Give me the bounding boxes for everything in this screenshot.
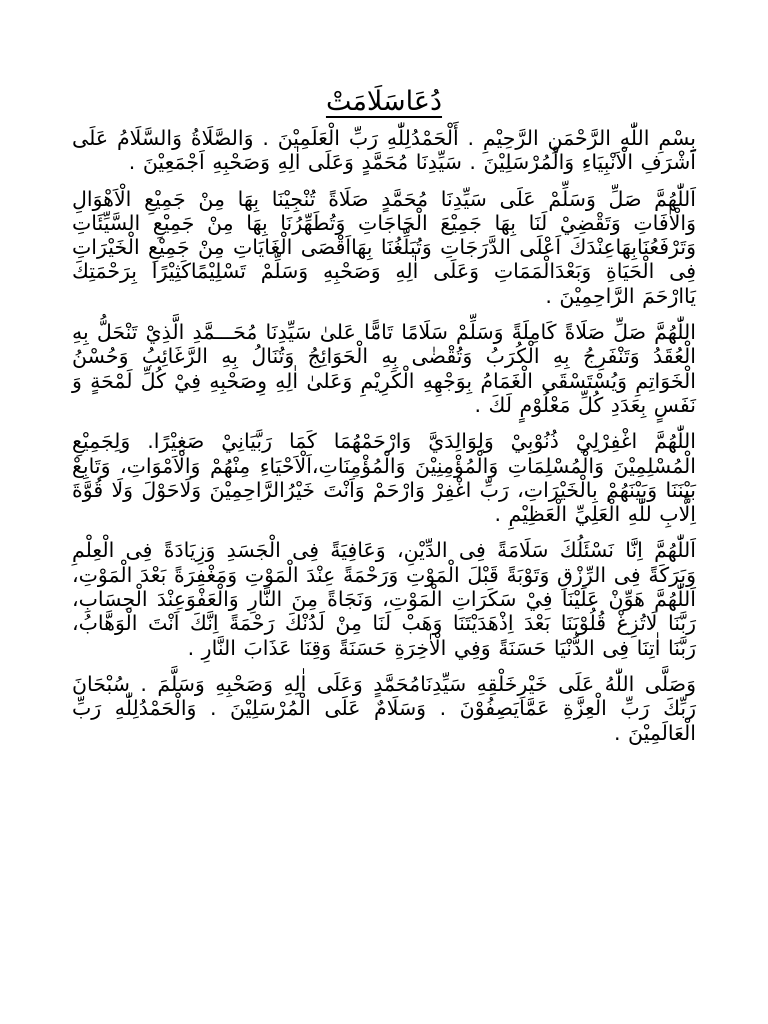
paragraph-salamah-prayer: اَللّٰهُمَّ اِنَّا نَسْئَلُكَ سَلَامَةً فِى الدِّيْنِ، وَعَافِيَةً فِى الْجَسَدِ وَزِيَادَةً فِى الْعِلْمِ وَبَرَكَةً فِى الرِّزْقِ وَتَوْبَةً قَبْلَ الْمَوْتِ وَرَحْمَةً عِنْدَ الْمَوْتِ وَمَغْفِرَةً بَعْدَ الْمَوْتِ، اَللّٰهُمَّ هَوِّنْ عَلَيْنَا فِيْ سَكَرَاتِ الْمَوْتِ، وَنَجَاةً مِنَ النَّارِ وَالْعَفْوَعِنْدَ الْحِسَابِ، رَبَّنَا لَاتُزِغْ قُلُوْبَنَا بَعْدَ اِذْهَدَيْتَنَا وَهَبْ لَنَا مِنْ لَدُنْكَ رَحْمَةً اِنَّكَ اَنْتَ الْوَهَّابُ، رَبَّنَا اٰتِنَا فِى الدُّنْيَا حَسَنَةً وَفِي الْاٰخِرَةِ حَسَنَةً وَقِنَا عَذَابَ النَّارِ .	[72, 538, 696, 660]
paragraph-opening-basmala: بِسْمِ اللّٰهِ الرَّحْمَنِ الرَّحِيْمِ . أَلْحَمْدُلِلّٰهِ رَبِّ الْعَلَمِيْنَ . وَالصَّلَاةُ وَالسَّلَامُ عَلَى اَشْرَفِ الْاَنْبِيَاءِ وَالْمُرْسَلِيْنَ . سَيِّدِنَا مُحَمَّدٍ وَعَلَى اٰلِهِ وَصَحْبِهِ اَجْمَعِيْنَ .	[72, 126, 696, 175]
document-title: دُعَاسَلَامَتْ	[325, 86, 443, 117]
paragraph-istighfar: اللّٰهُمَّ اغْفِرْلِيْ ذُنُوْبِيْ وَلِوَالِدَيَّ وَارْحَمْهُمَا كَمَا رَبَّيَانِيْ صَغِيْرًا. وَلِجَمِيْعِ الْمُسْلِمِيْنَ وَالْمُسْلِمَاتِ وَالْمُؤْمِنِيْنَ وَالْمُؤْمِنَاتِ،اَلْاَحْيَاءِ مِنْهُمْ وَالْاَمْوَاتِ، وَتَابِعْ بَيْنَنَا وَبَيْنَهُمْ بِالْخَيْرَاتِ، رَبِّ اغْفِرْ وَارْحَمْ وَاَنْتَ خَيْرُالرَّاحِمِيْنَ وَلَاحَوْلَ وَلَا قُوَّةَ اِلَّابِ للّٰهِ الْعَلِيِّ الْعَظِيْمِ .	[72, 429, 696, 527]
paragraph-salawat-nariyah: اللّٰهُمَّ صَلِّ صَلَاةً كَامِلَةً وَسَلِّمْ سَلَامًا تَامًّا عَلىٰ سَيِّدِنَا مُحَـــمَّدِ الَّذِيْ تَنْحَلُّ بِهِ الْعُقَدُ وَتَنْفَرِجُ بِهِ الْكُرَبُ وَتُقْضٰى بِهِ الْحَوَائِجُ وَتُنَالُ بِهِ الرَّغَائِبُ وَحُسْنُ الْخَوَاتِمِ وَيُسْتَسْقَى الْغَمَامُ بِوَجْهِهِ الْكَرِيْمِ وَعَلىٰ اٰلِهِ وِصَحْبِهِ فِيْ كُلِّ لَمْحَةٍ وَ نَفَسٍ بِعَدَدِ كُلِّ مَعْلُوْمٍ لَكَ .	[72, 320, 696, 417]
document-page	[72, 84, 696, 757]
paragraph-salawat-munjiyat: اَللّٰهُمَّ صَلِّ وَسَلِّمْ عَلَى سَيِّدِنَا مُحَمَّدٍ صَلَاةً تُنْجِيْنَا بِهَا مِنْ جَمِيْعِ الْاَهْوَالِ وَالْاٰفَاتِ وَتَقْضِيْ لَنَا بِهَا جَمِيْعَ الْحَاجَاتِ وَتُطَهِّرُنَا بِهَا مِنْ جَمِيْعِ السَّيِّئَاتِ وَتَرْفَعُنَابِهَاعِنْدَكَ اَعْلَى الدَّرَجَاتِ وَتُبَلِّغُنَا بِهَااَقْصَى الْغَايَاتِ مِنْ جَمِيْعِ الْخَيْرَاتِ فِى الْحَيَاةِ وَبَعْدَالْمَمَاتِ وَعَلَى اٰلِهِ وَصَحْبِهِ وَسَلِّمْ تَسْلِيْمًاكَثِيْرًا بِرَحْمَتِكَ يَاارْحَمَ الرَّاحِمِيْنَ .	[72, 186, 696, 308]
paragraph-closing: وَصَلَّى اللّٰهُ عَلَى خَيْرِخَلْقِهِ سَيِّدِنَامُحَمَّدٍ وَعَلَى اٰلِهِ وَصَحْبِهِ وَسَلَّمَ . سُبْحَانَ رَبِّكَ رَبِّ الْعِزَّةِ عَمَّايَصِفُوْنَ . وَسَلَامٌ عَلَى الْمُرْسَلِيْنَ . وَالْحَمْدُلِلّٰهِ رَبِّ الْعَالَمِيْنَ .	[72, 671, 696, 745]
